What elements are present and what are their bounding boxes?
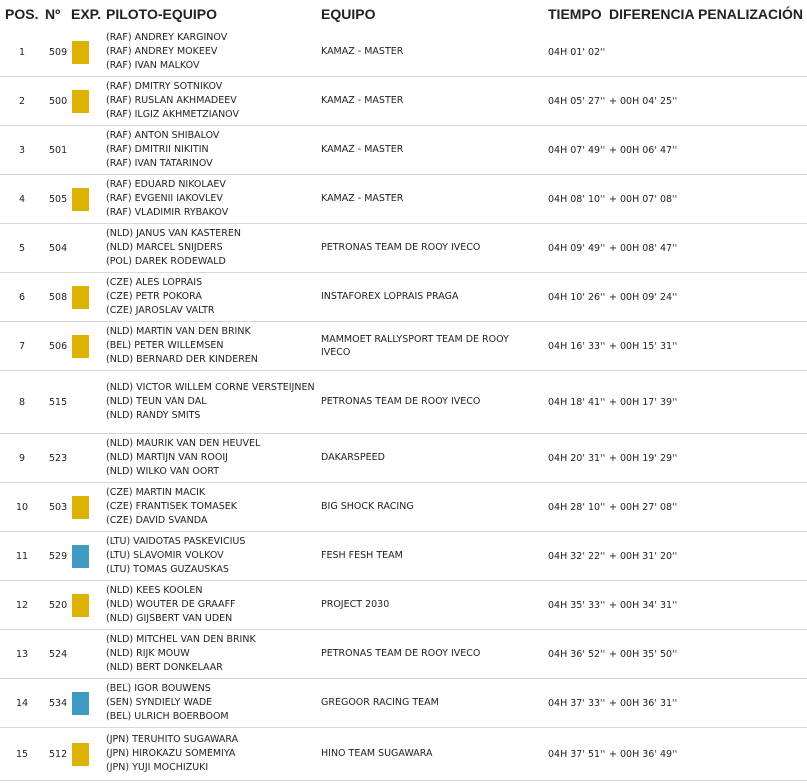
team-name: GREGOOR RACING TEAM bbox=[321, 679, 548, 728]
pilot-crew bbox=[106, 630, 321, 679]
stage-time: 04H 05' 27'' bbox=[548, 77, 609, 126]
header-pos: POS. bbox=[5, 6, 39, 22]
vehicle-number: 534 bbox=[44, 679, 71, 728]
vehicle-number: 500 bbox=[44, 77, 71, 126]
pilot-name: (LTU) VAIDOTAS PASKEVICIUS bbox=[106, 536, 246, 548]
table-row[interactable] bbox=[0, 679, 807, 728]
header-pilot: PILOTO-EQUIPO bbox=[106, 6, 217, 22]
table-row[interactable] bbox=[0, 175, 807, 224]
table-row[interactable] bbox=[0, 126, 807, 175]
team-name: KAMAZ - MASTER bbox=[321, 28, 548, 77]
experience-cell bbox=[71, 728, 106, 781]
experience-cell bbox=[71, 28, 106, 77]
table-header bbox=[0, 0, 807, 28]
time-difference: + 00H 15' 31'' bbox=[609, 322, 698, 371]
stage-time: 04H 16' 33'' bbox=[548, 322, 609, 371]
pilot-name: (CZE) ALES LOPRAIS bbox=[106, 277, 203, 289]
table-row[interactable] bbox=[0, 224, 807, 273]
header-time: TIEMPO bbox=[548, 6, 602, 22]
pilot-name: (NLD) KEES KOOLEN bbox=[106, 585, 203, 597]
pilot-crew bbox=[106, 371, 321, 434]
stage-time: 04H 07' 49'' bbox=[548, 126, 609, 175]
table-row[interactable] bbox=[0, 77, 807, 126]
time-difference: + 00H 35' 50'' bbox=[609, 630, 698, 679]
team-name: KAMAZ - MASTER bbox=[321, 126, 548, 175]
vehicle-number: 501 bbox=[44, 126, 71, 175]
pilot-name: (NLD) MARCEL SNIJDERS bbox=[106, 242, 223, 254]
vehicle-number: 509 bbox=[44, 28, 71, 77]
penalty bbox=[698, 630, 807, 679]
pilot-name: (RAF) ANDREY KARGINOV bbox=[106, 32, 228, 44]
pilot-name: (RAF) IVAN TATARINOV bbox=[106, 157, 213, 169]
experience-badge-icon bbox=[72, 335, 89, 358]
experience-badge-icon bbox=[72, 286, 89, 309]
team-name: PROJECT 2030 bbox=[321, 581, 548, 630]
vehicle-number: 506 bbox=[44, 322, 71, 371]
pilot-crew bbox=[106, 581, 321, 630]
team-name: DAKARSPEED bbox=[321, 434, 548, 483]
experience-cell bbox=[71, 434, 106, 483]
experience-badge-icon bbox=[72, 188, 89, 211]
vehicle-number: 520 bbox=[44, 581, 71, 630]
vehicle-number: 515 bbox=[44, 371, 71, 434]
pilot-name: (RAF) EDUARD NIKOLAEV bbox=[106, 179, 226, 191]
team-name: KAMAZ - MASTER bbox=[321, 175, 548, 224]
position: 3 bbox=[0, 126, 44, 175]
pilot-name: (NLD) BERNARD DER KINDEREN bbox=[106, 353, 258, 365]
position: 1 bbox=[0, 28, 44, 77]
position: 10 bbox=[0, 483, 44, 532]
experience-cell bbox=[71, 77, 106, 126]
penalty bbox=[698, 371, 807, 434]
pilot-name: (NLD) RANDY SMITS bbox=[106, 409, 201, 421]
pilot-name: (NLD) MARTIJN VAN ROOIJ bbox=[106, 452, 228, 464]
stage-time: 04H 37' 51'' bbox=[548, 728, 609, 781]
vehicle-number: 508 bbox=[44, 273, 71, 322]
position: 11 bbox=[0, 532, 44, 581]
stage-time: 04H 10' 26'' bbox=[548, 273, 609, 322]
pilot-name: (NLD) BERT DONKELAAR bbox=[106, 661, 223, 673]
time-difference: + 00H 36' 31'' bbox=[609, 679, 698, 728]
pilot-name: (NLD) WOUTER DE GRAAFF bbox=[106, 599, 236, 611]
time-difference: + 00H 09' 24'' bbox=[609, 273, 698, 322]
position: 2 bbox=[0, 77, 44, 126]
pilot-name: (LTU) TOMAS GUZAUSKAS bbox=[106, 563, 229, 575]
pilot-name: (BEL) IGOR BOUWENS bbox=[106, 683, 211, 695]
pilot-name: (CZE) MARTIN MACIK bbox=[106, 487, 206, 499]
pilot-crew bbox=[106, 224, 321, 273]
time-difference: + 00H 07' 08'' bbox=[609, 175, 698, 224]
time-difference: + 00H 04' 25'' bbox=[609, 77, 698, 126]
experience-cell bbox=[71, 273, 106, 322]
header-team: EQUIPO bbox=[321, 6, 376, 22]
penalty bbox=[698, 126, 807, 175]
experience-badge-icon bbox=[72, 41, 89, 64]
pilot-name: (NLD) WILKO VAN OORT bbox=[106, 465, 220, 477]
table-row[interactable] bbox=[0, 28, 807, 77]
experience-badge-icon bbox=[72, 496, 89, 519]
pilot-name: (CZE) JAROSLAV VALTR bbox=[106, 304, 215, 316]
pilot-name: (NLD) MAURIK VAN DEN HEUVEL bbox=[106, 438, 261, 450]
penalty bbox=[698, 581, 807, 630]
time-difference: + 00H 31' 20'' bbox=[609, 532, 698, 581]
time-difference: + 00H 27' 08'' bbox=[609, 483, 698, 532]
time-difference: + 00H 19' 29'' bbox=[609, 434, 698, 483]
pilot-name: (RAF) IVAN MALKOV bbox=[106, 59, 200, 71]
table-row[interactable] bbox=[0, 434, 807, 483]
pilot-crew bbox=[106, 175, 321, 224]
stage-time: 04H 01' 02'' bbox=[548, 28, 609, 77]
pilot-name: (POL) DAREK RODEWALD bbox=[106, 255, 226, 267]
pilot-name: (NLD) MARTIN VAN DEN BRINK bbox=[106, 326, 251, 338]
pilot-crew bbox=[106, 273, 321, 322]
position: 15 bbox=[0, 728, 44, 781]
stage-time: 04H 37' 33'' bbox=[548, 679, 609, 728]
vehicle-number: 503 bbox=[44, 483, 71, 532]
stage-time: 04H 18' 41'' bbox=[548, 371, 609, 434]
pilot-name: (SEN) SYNDIELY WADE bbox=[106, 697, 213, 709]
team-name: INSTAFOREX LOPRAIS PRAGA bbox=[321, 273, 548, 322]
pilot-crew bbox=[106, 126, 321, 175]
experience-cell bbox=[71, 581, 106, 630]
team-name: KAMAZ - MASTER bbox=[321, 77, 548, 126]
table-row[interactable] bbox=[0, 483, 807, 532]
penalty bbox=[698, 679, 807, 728]
vehicle-number: 524 bbox=[44, 630, 71, 679]
penalty bbox=[698, 224, 807, 273]
pilot-name: (BEL) PETER WILLEMSEN bbox=[106, 340, 224, 352]
vehicle-number: 505 bbox=[44, 175, 71, 224]
penalty bbox=[698, 483, 807, 532]
pilot-name: (RAF) EVGENII IAKOVLEV bbox=[106, 193, 223, 205]
penalty bbox=[698, 728, 807, 781]
pilot-name: (JPN) YUJI MOCHIZUKI bbox=[106, 761, 209, 773]
header-penalty: PENALIZACIÓN bbox=[698, 6, 803, 22]
penalty bbox=[698, 434, 807, 483]
pilot-name: (NLD) TEUN VAN DAL bbox=[106, 396, 207, 408]
header-num: Nº bbox=[45, 6, 61, 22]
pilot-crew bbox=[106, 434, 321, 483]
position: 5 bbox=[0, 224, 44, 273]
pilot-name: (RAF) DMITRII NIKITIN bbox=[106, 144, 209, 156]
stage-time: 04H 35' 33'' bbox=[548, 581, 609, 630]
experience-badge-icon bbox=[72, 545, 89, 568]
pilot-name: (NLD) GIJSBERT VAN UDEN bbox=[106, 612, 233, 624]
experience-badge-icon bbox=[72, 594, 89, 617]
time-difference: + 00H 17' 39'' bbox=[609, 371, 698, 434]
experience-cell bbox=[71, 679, 106, 728]
stage-time: 04H 08' 10'' bbox=[548, 175, 609, 224]
vehicle-number: 529 bbox=[44, 532, 71, 581]
penalty bbox=[698, 532, 807, 581]
penalty bbox=[698, 322, 807, 371]
stage-time: 04H 28' 10'' bbox=[548, 483, 609, 532]
team-name: MAMMOET RALLYSPORT TEAM DE ROOY IVECO bbox=[321, 322, 548, 371]
team-name: FESH FESH TEAM bbox=[321, 532, 548, 581]
position: 9 bbox=[0, 434, 44, 483]
pilot-name: (RAF) RUSLAN AKHMADEEV bbox=[106, 95, 237, 107]
table-row[interactable] bbox=[0, 581, 807, 630]
vehicle-number: 523 bbox=[44, 434, 71, 483]
experience-cell bbox=[71, 322, 106, 371]
pilot-name: (RAF) ILGIZ AKHMETZIANOV bbox=[106, 108, 239, 120]
table-row[interactable] bbox=[0, 322, 807, 371]
stage-time: 04H 32' 22'' bbox=[548, 532, 609, 581]
pilot-crew bbox=[106, 483, 321, 532]
experience-cell bbox=[71, 630, 106, 679]
pilot-crew bbox=[106, 728, 321, 781]
experience-cell bbox=[71, 483, 106, 532]
pilot-crew bbox=[106, 28, 321, 77]
penalty bbox=[698, 28, 807, 77]
pilot-name: (RAF) DMITRY SOTNIKOV bbox=[106, 81, 223, 93]
stage-time: 04H 09' 49'' bbox=[548, 224, 609, 273]
experience-badge-icon bbox=[72, 90, 89, 113]
header-diff: DIFERENCIA bbox=[609, 6, 695, 22]
experience-cell bbox=[71, 371, 106, 434]
pilot-name: (NLD) MITCHEL VAN DEN BRINK bbox=[106, 634, 256, 646]
pilot-crew bbox=[106, 679, 321, 728]
time-difference: + 00H 06' 47'' bbox=[609, 126, 698, 175]
pilot-name: (BEL) ULRICH BOERBOOM bbox=[106, 710, 229, 722]
position: 13 bbox=[0, 630, 44, 679]
pilot-name: (CZE) DAVID SVANDA bbox=[106, 514, 208, 526]
pilot-name: (NLD) JANUS VAN KASTEREN bbox=[106, 228, 242, 240]
position: 7 bbox=[0, 322, 44, 371]
team-name: HINO TEAM SUGAWARA bbox=[321, 728, 548, 781]
team-name: BIG SHOCK RACING bbox=[321, 483, 548, 532]
pilot-name: (JPN) HIROKAZU SOMEMIYA bbox=[106, 748, 236, 760]
table-row[interactable] bbox=[0, 273, 807, 322]
experience-cell bbox=[71, 532, 106, 581]
position: 14 bbox=[0, 679, 44, 728]
experience-cell bbox=[71, 175, 106, 224]
stage-time: 04H 36' 52'' bbox=[548, 630, 609, 679]
pilot-crew bbox=[106, 322, 321, 371]
pilot-name: (RAF) ANTON SHIBALOV bbox=[106, 130, 220, 142]
table-row[interactable] bbox=[0, 371, 807, 434]
time-difference bbox=[609, 28, 698, 77]
table-body bbox=[0, 28, 807, 781]
time-difference: + 00H 34' 31'' bbox=[609, 581, 698, 630]
pilot-name: (CZE) FRANTISEK TOMASEK bbox=[106, 501, 237, 513]
pilot-crew bbox=[106, 532, 321, 581]
header-exp: EXP. bbox=[71, 6, 102, 22]
penalty bbox=[698, 175, 807, 224]
pilot-name: (LTU) SLAVOMIR VOLKOV bbox=[106, 550, 224, 562]
team-name: PETRONAS TEAM DE ROOY IVECO bbox=[321, 630, 548, 679]
stage-time: 04H 20' 31'' bbox=[548, 434, 609, 483]
penalty bbox=[698, 77, 807, 126]
experience-badge-icon bbox=[72, 692, 89, 715]
pilot-name: (RAF) ANDREY MOKEEV bbox=[106, 46, 218, 58]
pilot-name: (RAF) VLADIMIR RYBAKOV bbox=[106, 206, 229, 218]
position: 12 bbox=[0, 581, 44, 630]
team-name: PETRONAS TEAM DE ROOY IVECO bbox=[321, 371, 548, 434]
pilot-name: (NLD) VICTOR WILLEM CORNE VERSTEIJNEN bbox=[106, 382, 315, 394]
vehicle-number: 504 bbox=[44, 224, 71, 273]
table-row[interactable] bbox=[0, 630, 807, 679]
pilot-name: (JPN) TERUHITO SUGAWARA bbox=[106, 734, 239, 746]
time-difference: + 00H 36' 49'' bbox=[609, 728, 698, 781]
pilot-name: (NLD) RIJK MOUW bbox=[106, 648, 190, 660]
position: 8 bbox=[0, 371, 44, 434]
table-row[interactable] bbox=[0, 728, 807, 781]
team-name: PETRONAS TEAM DE ROOY IVECO bbox=[321, 224, 548, 273]
position: 6 bbox=[0, 273, 44, 322]
experience-cell bbox=[71, 224, 106, 273]
time-difference: + 00H 08' 47'' bbox=[609, 224, 698, 273]
position: 4 bbox=[0, 175, 44, 224]
vehicle-number: 512 bbox=[44, 728, 71, 781]
experience-badge-icon bbox=[72, 743, 89, 766]
experience-cell bbox=[71, 126, 106, 175]
pilot-name: (CZE) PETR POKORA bbox=[106, 291, 202, 303]
penalty bbox=[698, 273, 807, 322]
table-row[interactable] bbox=[0, 532, 807, 581]
pilot-crew bbox=[106, 77, 321, 126]
